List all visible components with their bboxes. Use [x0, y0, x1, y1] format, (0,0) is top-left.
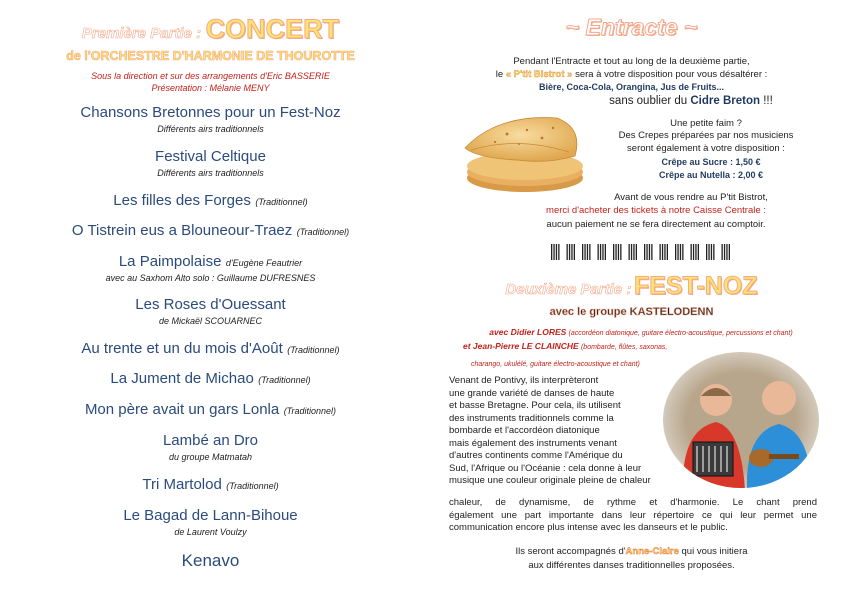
part-title: CONCERT: [205, 14, 340, 44]
faim-line-2: Des Crepes préparées par nos musiciens: [618, 130, 794, 141]
drinks-list: Bière, Coca-Cola, Orangina, Jus de Fruits...: [538, 82, 725, 92]
song-title: Festival Celtique: [155, 148, 266, 165]
intro-line-1: Pendant l'Entracte et tout au long de la deuxième partie,: [513, 56, 750, 67]
aucun-line: aucun paiement ne se fera directement au comptoir.: [546, 219, 766, 230]
description-line: des instruments traditionnels comme la: [449, 412, 614, 424]
festnoz-heading: [421, 272, 842, 301]
song-title: La Jument de Michao: [110, 370, 254, 387]
orchestra-name: de l'ORCHESTRE D'HARMONIE DE THOUROTTE: [66, 49, 355, 63]
entracte-heading: [421, 14, 842, 41]
member-1-name: avec Didier LORES: [489, 327, 567, 337]
song-note: (Traditionnel): [296, 227, 350, 237]
description-line: chaleur, de dynamisme, de rythme et d'harmonie. Le chant prend: [449, 497, 817, 508]
band-description-full: [449, 497, 817, 535]
member-1: [431, 327, 842, 337]
song-title: Chansons Bretonnes pour un Fest-Noz: [80, 104, 341, 121]
song-item: [0, 104, 421, 134]
member-2-name: et Jean-Pierre LE CLAINCHE: [463, 341, 579, 351]
entracte-title: ~ Entracte ~: [565, 14, 698, 40]
part2-title: FEST-NOZ: [633, 272, 758, 300]
song-item: [0, 296, 421, 326]
acc-name: Anne-Claire: [625, 546, 679, 557]
intro-line-2: [421, 69, 842, 80]
presentation-line: Présentation : Mélanie MENY: [151, 83, 270, 93]
description-line: Venant de Pontivy, ils interprèteront: [449, 375, 599, 386]
bistrot-name: « P'tit Bistrot »: [505, 69, 573, 80]
description-line: également une part importante dans leur répertoire ce qui leur permet une: [449, 509, 817, 521]
song-item: [0, 370, 421, 388]
song-title: Lambé an Dro: [162, 432, 259, 449]
description-line: Sud, l'Afrique ou l'Océanie : cela donne à leur: [449, 462, 642, 474]
member-2-instruments-2: charango, ukulélé, guitare électro-acoustique et chant): [471, 361, 640, 368]
song-item: [0, 253, 421, 283]
crepes-image: [457, 106, 587, 196]
description-line: communication encore plus intense avec les danseurs et le public.: [449, 522, 728, 533]
song-title: Les Roses d'Ouessant: [135, 296, 286, 313]
song-title: La Paimpolaise: [118, 253, 222, 270]
decorative-divider: [551, 242, 741, 264]
song-note: (Traditionnel): [258, 375, 311, 385]
song-title: Au trente et un du mois d'Août: [81, 340, 283, 357]
song-subtitle: avec au Saxhom Alto solo : Guillaume DUFRESNES: [105, 273, 316, 283]
acc-suffix: qui vous initiera: [681, 546, 748, 557]
song-note: (Traditionnel): [287, 345, 340, 355]
part-label: Première Partie :: [81, 25, 202, 42]
price-sucre: Crêpe au Sucre : 1,50 €: [661, 157, 761, 167]
song-item: [0, 476, 421, 494]
song-item: [0, 222, 421, 240]
accompagne-line: [421, 546, 842, 557]
song-note: (Traditionnel): [283, 406, 337, 416]
right-page: [421, 0, 842, 595]
song-item: [0, 507, 421, 537]
song-item: [0, 401, 421, 419]
cidre-suffix: !!!: [763, 95, 773, 107]
song-title: Mon père avait un gars Lonla: [84, 401, 280, 418]
song-item: [0, 192, 421, 210]
song-item: [0, 432, 421, 462]
description-line: d'autres continents comme l'Amérique du: [449, 450, 623, 461]
song-subtitle: Différents airs traditionnels: [157, 124, 264, 134]
faim-line-1: Une petite faim ?: [670, 118, 742, 129]
song-title: Tri Martolod: [142, 476, 222, 493]
cidre-line: [581, 95, 801, 107]
song-subtitle: de Laurent Voulzy: [174, 527, 247, 537]
part2-label: Deuxième Partie :: [505, 281, 632, 298]
concert-heading: [0, 14, 421, 45]
cidre-breton: Cidre Breton: [690, 95, 761, 107]
member-1-instruments: (accordéon diatonique, guitare électro-acoustique, percussions et chant): [568, 330, 793, 337]
description-line: bombarde et l'accordéon diatonique: [449, 425, 600, 436]
song-subtitle: du groupe Matmatah: [168, 452, 253, 462]
song-note: (Traditionnel): [226, 481, 279, 491]
member-2-instruments: (bombarde, flûtes, saxonas,: [580, 344, 668, 351]
song-title: Kenavo: [181, 551, 240, 570]
song-note: d'Eugène Feautrier: [225, 258, 303, 268]
accompagne-line-2: aux différentes danses traditionnelles proposées.: [528, 560, 735, 571]
song-subtitle: de Mickaël SCOUARNEC: [158, 316, 263, 326]
song-title: Le Bagad de Lann-Bihoue: [123, 507, 298, 524]
cidre-prefix: sans oublier du: [609, 95, 688, 107]
song-item: [0, 148, 421, 178]
merci-line: merci d'acheter des tickets à notre Caisse Centrale :: [546, 205, 766, 216]
groupe-name: avec le groupe KASTELODENN: [549, 306, 714, 318]
song-note: (Traditionnel): [255, 197, 308, 207]
song-item: [0, 551, 421, 571]
intro-rest: sera à votre disposition pour vous désaltérer :: [575, 69, 768, 80]
avant-line: Avant de vous rendre au P'tit Bistrot,: [614, 192, 768, 203]
price-nutella: Crêpe au Nutella : 2,00 €: [658, 170, 764, 180]
song-title: Les filles des Forges: [113, 192, 251, 209]
song-item: [0, 340, 421, 358]
description-line: une grande variété de danses de haute: [449, 387, 615, 399]
band-description: [449, 375, 689, 488]
direction-line: Sous la direction et sur des arrangements d'Eric BASSERIE: [91, 71, 330, 81]
description-line: mais également des instruments venant: [449, 437, 617, 449]
faim-line-3: seront également à votre disposition :: [627, 143, 785, 154]
description-line: musique une couleur originale pleine de chaleur: [449, 475, 651, 486]
acc-prefix: Ils seront accompagnés d': [515, 546, 626, 557]
description-line: et basse Bretagne. Pour cela, ils utilisent: [449, 400, 621, 411]
song-subtitle: Différents airs traditionnels: [157, 168, 264, 178]
song-title: O Tistrein eus a Blouneour-Traez: [71, 222, 293, 239]
intro-le: le: [495, 69, 504, 80]
